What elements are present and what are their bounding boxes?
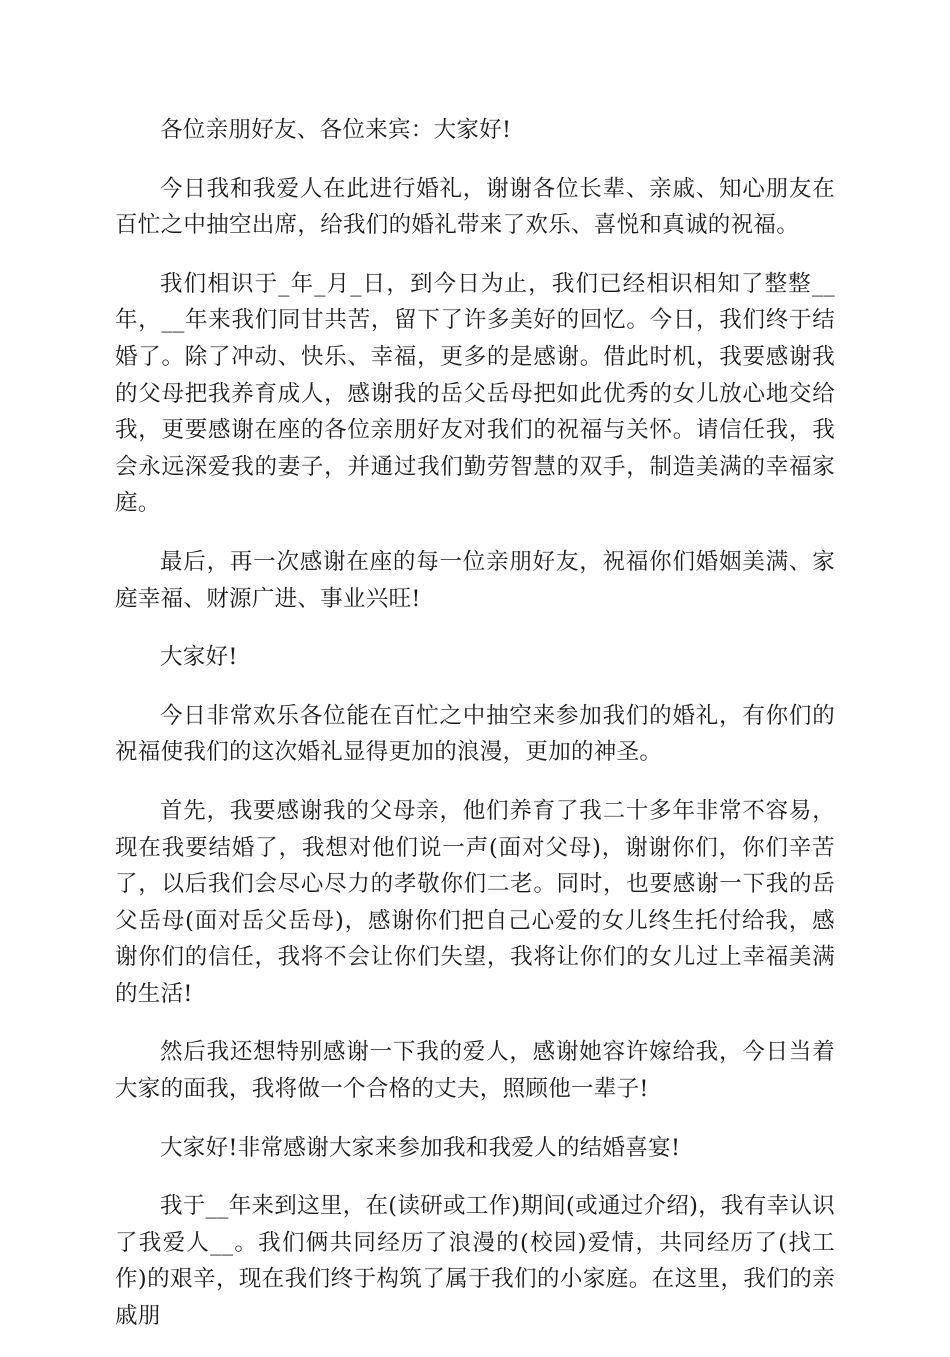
paragraph-greeting-2: 大家好! [160,644,238,671]
paragraph-thanks-attendance: 今日我和我爱人在此进行婚礼，谢谢各位长辈、亲戚、知心朋友在百忙之中抽空出席，给我们的婚礼带来了欢乐、喜悦和真诚的祝福。 [115,175,835,239]
paragraph-thanks-parents: 首先，我要感谢我的父母亲，他们养育了我二十多年非常不容易，现在我要结婚了，我想对他们说一声(面对父母)，谢谢你们，你们辛苦了，以后我们会尽心尽力的孝敬你们二老。同时，也要感谢一下我的岳父岳母(面对岳父岳母)，感谢你们把自己心爱的女儿终生托付给我，感谢你们的信任，我将不会让你们失望，我将让你们的女儿过上幸福美满的生活! [115,797,835,1007]
paragraph-thanks-spouse: 然后我还想特别感谢一下我的爱人，感谢她容许嫁给我，今日当着大家的面我，我将做一个合格的丈夫，照顾他一辈子! [115,1039,835,1103]
paragraph-closing-wishes: 最后，再一次感谢在座的每一位亲朋好友，祝福你们婚姻美满、家庭幸福、财源广进、事业兴旺! [115,548,835,612]
document-body [115,112,835,1357]
paragraph-greeting: 各位亲朋好友、各位来宾：大家好! [160,117,512,143]
paragraph-welcome: 今日非常欢乐各位能在百忙之中抽空来参加我们的婚礼，有你们的祝福使我们的这次婚礼显得更加的浪漫，更加的神圣。 [115,702,835,766]
paragraph-how-we-met: 我于__年来到这里，在(读研或工作)期间(或通过介绍)，我有幸认识了我爱人__。我们俩共同经历了浪漫的(校园)爱情，共同经历了(找工作)的艰辛，现在我们终于构筑了属于我们的小家庭。在这里，我们的亲戚朋 [115,1193,836,1330]
paragraph-greeting-3: 大家好!非常感谢大家来参加我和我爱人的结婚喜宴! [160,1134,681,1161]
paragraph-story: 我们相识于_年_月_日，到今日为止，我们已经相识相知了整整__年，__年来我们同甘共苦，留下了许多美好的回忆。今日，我们终于结婚了。除了冲动、快乐、幸福，更多的是感谢。借此时机，我要感谢我的父母把我养育成人，感谢我的岳父岳母把如此优秀的女儿放心地交给我，更要感谢在座的各位亲朋好友对我们的祝福与关怀。请信任我，我会永远深爱我的妻子，并通过我们勤劳智慧的双手，制造美满的幸福家庭。 [115,270,835,517]
